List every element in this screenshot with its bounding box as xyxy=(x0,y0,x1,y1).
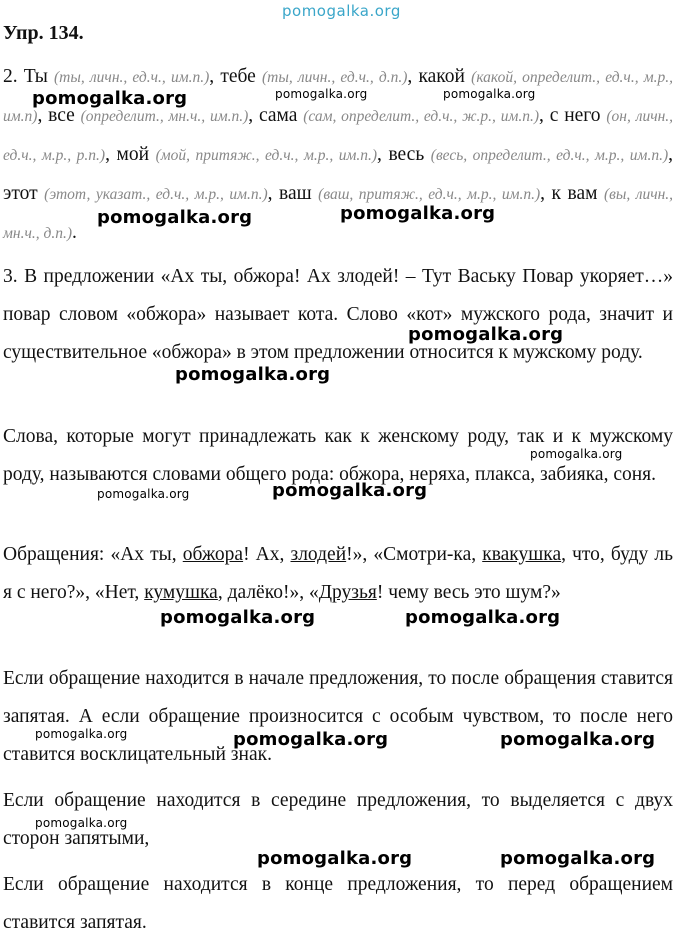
pronoun: этот xyxy=(3,183,38,204)
grammar-note: (вы, личн., мн.ч., д.п.) xyxy=(3,186,674,242)
watermark: pomogalka.org xyxy=(275,87,368,101)
text: , что, буду ль я с него?», «Нет, xyxy=(3,544,674,603)
rule-middle-paragraph: Если обращение находится в середине предложения, то выделяется с двух сторон запятыми, xyxy=(3,790,673,849)
text: !», «Смотри-ка, xyxy=(346,544,483,565)
underlined-address: Друзья xyxy=(318,582,377,603)
watermark: pomogalka.org xyxy=(35,727,128,741)
watermark: pomogalka.org xyxy=(500,729,656,750)
watermark: pomogalka.org xyxy=(233,729,389,750)
pronoun: мой xyxy=(116,144,150,165)
answer-part-2: 2. Ты (ты, личн., ед.ч., им.п.), тебе (ты, личн., ед.ч., д.п.), какой (какой, определит., ед.ч., м.р., им.п), все (определит., мн.ч., им.п.), сама (сам, определит., ед.ч., ж.р., им.п.), с него (он, личн., ед.ч., м.р., р.п.), мой (мой, притяж., ед.ч., м.р., им.п.), весь (весь, определит., ед.ч., м.р., им.п.), этот (этот, указат., ед.ч., м.р., им.п.), ваш (ваш, притяж., ед.ч., м.р., им.п.), к вам (вы, личн., мн.ч., д.п.). xyxy=(3,66,674,243)
watermark: pomogalka.org xyxy=(257,848,413,869)
pronoun: какой xyxy=(418,66,465,87)
watermark: pomogalka.org xyxy=(160,607,316,628)
pronoun: ваш xyxy=(279,183,312,204)
underlined-address: кумушка xyxy=(144,582,218,603)
pronoun: Ты xyxy=(23,66,48,87)
grammar-note: (весь, определит., ед.ч., м.р., им.п.) xyxy=(430,147,669,164)
rule-start-paragraph: Если обращение находится в начале предложения, то после обращения ставится запятая. А если обращение произносится с особым чувством, то после него ставится восклицательный знак. xyxy=(3,668,673,765)
text: ! Ах, xyxy=(243,544,291,565)
watermark: pomogalka.org xyxy=(272,480,428,501)
grammar-note: (ваш, притяж., ед.ч., м.р., им.п.) xyxy=(318,186,541,203)
text: , далёко!», « xyxy=(217,582,319,603)
watermark: pomogalka.org xyxy=(32,88,188,109)
watermark: pomogalka.org xyxy=(443,87,536,101)
grammar-note: (сам, определит., ед.ч., ж.р., им.п.) xyxy=(303,108,540,125)
underlined-address: обжора xyxy=(182,544,244,565)
answer-part-3: 3. В предложении «Ах ты, обжора! Ах злодей! – Тут Ваську Повар укоряет…» повар словом «обжора» называет кота. Слово «кот» мужского рода, значит и существительное «обжора» в этом предложении относится к мужскому роду. xyxy=(3,266,673,363)
grammar-note: (мой, притяж., ед.ч., м.р., им.п.) xyxy=(155,147,378,164)
watermark: pomogalka.org xyxy=(405,607,561,628)
grammar-note: (он, личн., ед.ч., м.р., р.п.) xyxy=(3,108,674,164)
text: ! чему весь это шум?» xyxy=(376,582,561,603)
underlined-address: квакушка xyxy=(482,544,562,565)
grammar-note: (какой, определит., ед.ч., м.р., им.п) xyxy=(3,69,674,125)
item-number: 2. xyxy=(3,66,24,87)
pronoun: сама xyxy=(258,105,298,126)
grammar-note: (этот, указат., ед.ч., м.р., им.п.) xyxy=(44,186,268,203)
watermark: pomogalka.org xyxy=(97,487,190,501)
site-header-watermark: pomogalka.org xyxy=(282,2,401,20)
watermark: pomogalka.org xyxy=(408,324,564,345)
watermark: pomogalka.org xyxy=(530,447,623,461)
rule-end-paragraph: Если обращение находится в конце предложения, то перед обращением ставится запятая. xyxy=(3,874,673,933)
underlined-address: злодей xyxy=(290,544,347,565)
watermark: pomogalka.org xyxy=(175,364,331,385)
watermark: pomogalka.org xyxy=(500,848,656,869)
watermark: pomogalka.org xyxy=(35,816,128,830)
pronoun: все xyxy=(48,105,75,126)
addresses-paragraph xyxy=(3,536,673,612)
pronoun: тебе xyxy=(220,66,256,87)
pronoun: с него xyxy=(549,105,601,126)
exercise-title: Упр. 134. xyxy=(3,22,84,44)
pronoun: весь xyxy=(388,144,425,165)
grammar-note: (определит., мн.ч., им.п.) xyxy=(80,108,249,125)
watermark: pomogalka.org xyxy=(97,207,253,228)
common-gender-paragraph: Слова, которые могут принадлежать как к женскому роду, так и к мужскому роду, называются словами общего рода: обжора, неряха, плакса, забияка, соня. xyxy=(3,426,673,485)
grammar-note: (ты, личн., ед.ч., д.п.) xyxy=(261,69,408,86)
grammar-note: (ты, личн., ед.ч., им.п.) xyxy=(54,69,210,86)
watermark: pomogalka.org xyxy=(340,203,496,224)
text: Обращения: «Ах ты, xyxy=(3,544,183,565)
pronoun: к вам xyxy=(551,183,598,204)
